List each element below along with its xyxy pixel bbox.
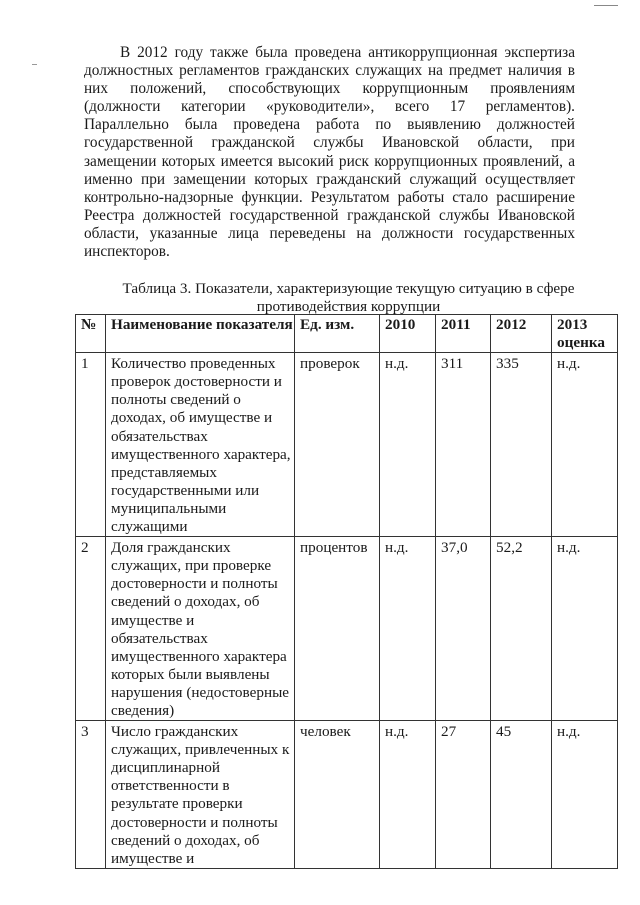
header-2013: 2013 оценка bbox=[552, 315, 618, 353]
cell-2011: 311 bbox=[436, 353, 491, 537]
cell-unit: человек bbox=[295, 721, 380, 869]
header-2011: 2011 bbox=[436, 315, 491, 353]
table-row bbox=[76, 537, 618, 721]
scan-mark bbox=[32, 64, 37, 65]
cell-unit: проверок bbox=[295, 353, 380, 537]
header-name: Наименование показателя bbox=[106, 315, 295, 353]
cell-2010: н.д. bbox=[380, 721, 436, 869]
body-paragraph: В 2012 году также была проведена антикоррупционная экспертиза должностных регламентов гражданских служащих на предмет наличия в них положений, способствующих коррупционным проявлениям (должности категории «руководители», всего 17 регламентов). Параллельно была проведена работа по выявлению должностей государственной гражданской службы Ивановской области, при замещении которых имеется высокий риск коррупционных проявлений, а именно при замещении которых гражданский служащий осуществляет контрольно-надзорные функции. Результатом работы стало расширение Реестра должностей государственной гражданской службы Ивановской области, указанные лица переведены на должности государственных инспекторов. bbox=[84, 44, 575, 261]
cell-2010: н.д. bbox=[380, 537, 436, 721]
table-row bbox=[76, 353, 618, 537]
cell-2012: 45 bbox=[491, 721, 552, 869]
header-num: № bbox=[76, 315, 106, 353]
cell-unit: процентов bbox=[295, 537, 380, 721]
cell-2012: 335 bbox=[491, 353, 552, 537]
cell-2011: 27 bbox=[436, 721, 491, 869]
cell-name: Количество проведенных проверок достоверности и полноты сведений о доходах, об имуществе и обязательствах имущественного характера, представляемых государственными или муниципальными служащими bbox=[106, 353, 295, 537]
header-2012: 2012 bbox=[491, 315, 552, 353]
table-header-row bbox=[76, 315, 618, 353]
cell-num: 2 bbox=[76, 537, 106, 721]
cell-2013: н.д. bbox=[552, 721, 618, 869]
cell-2013: н.д. bbox=[552, 353, 618, 537]
table-row bbox=[76, 721, 618, 869]
cell-name: Доля гражданских служащих, при проверке достоверности и полноты сведений о доходах, об имуществе и обязательствах имущественного характера которых были выявлены нарушения (недостоверные сведения) bbox=[106, 537, 295, 721]
scan-mark bbox=[594, 5, 618, 6]
header-2010: 2010 bbox=[380, 315, 436, 353]
indicators-table bbox=[75, 314, 618, 869]
cell-name: Число гражданских служащих, привлеченных к дисциплинарной ответственности в результате проверки достоверности и полноты сведений о доходах, об имуществе и bbox=[106, 721, 295, 869]
cell-2010: н.д. bbox=[380, 353, 436, 537]
cell-2013: н.д. bbox=[552, 537, 618, 721]
header-unit: Ед. изм. bbox=[295, 315, 380, 353]
cell-2011: 37,0 bbox=[436, 537, 491, 721]
cell-2012: 52,2 bbox=[491, 537, 552, 721]
cell-num: 1 bbox=[76, 353, 106, 537]
table-caption: Таблица 3. Показатели, характеризующие текущую ситуацию в сфере противодействия коррупции bbox=[122, 280, 575, 315]
cell-num: 3 bbox=[76, 721, 106, 869]
